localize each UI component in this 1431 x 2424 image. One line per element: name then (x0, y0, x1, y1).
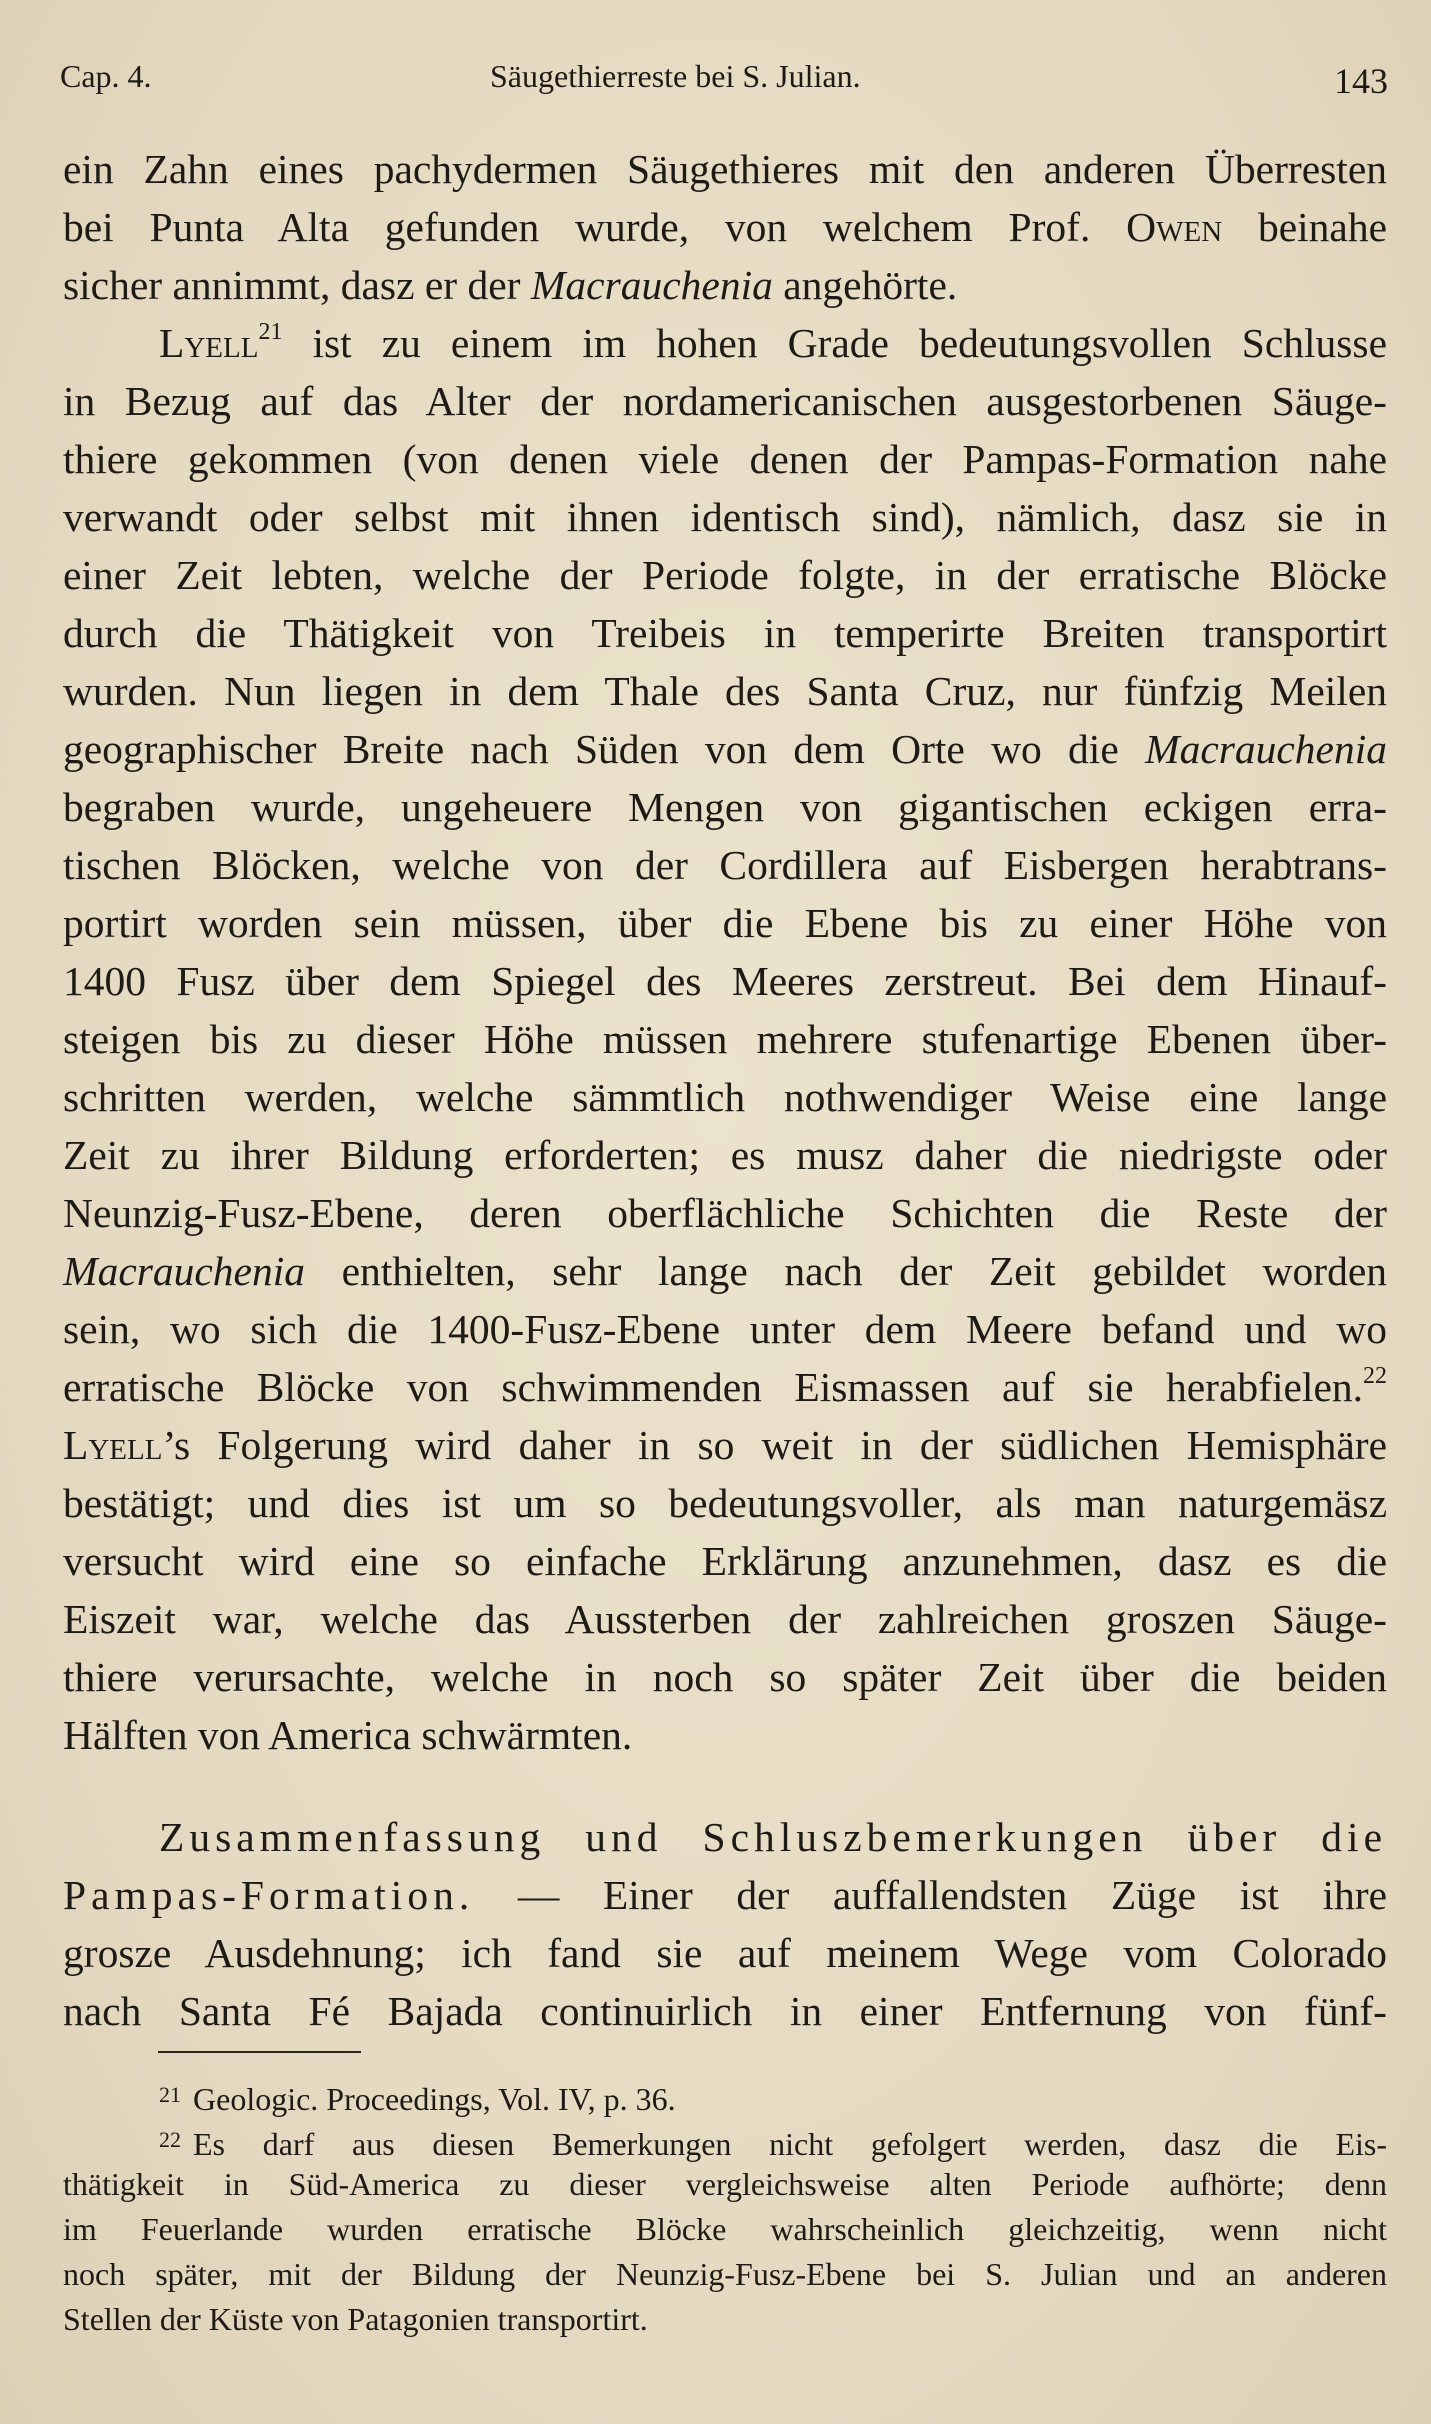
footnote-rule (158, 2051, 361, 2053)
text-line: tischen Blöcken, welche von der Cordillera auf Eisbergen herabtrans- (63, 842, 1387, 888)
footnote-ref: 22 (1363, 1363, 1387, 1389)
page-number: 143 (1334, 61, 1388, 101)
text-line: erratische Blöcke von schwimmenden Eismassen auf sie herabfielen.$^{22}$ (63, 1363, 1387, 1410)
body-text (63, 140, 1387, 2040)
running-title: Säugethierreste bei S. Julian. (490, 58, 861, 94)
footnotes (63, 2072, 1387, 2342)
text-line: sein, wo sich die 1400-Fusz-Ebene unter dem Meere befand und wo (63, 1306, 1387, 1352)
text-line: Hälften von America schwärmten. (63, 1712, 633, 1758)
text-line: versucht wird eine so einfache Erklärung anzunehmen, dasz es die (63, 1538, 1387, 1584)
footnote-21: $^{21}$ Geologic. Proceedings, Vol. IV, p. 36. (159, 2081, 676, 2117)
section-heading-cont: Pampas-Formation. (63, 1872, 475, 1918)
footnote-22: $^{22}$ Es darf aus diesen Bemerkungen nicht gefolgert werden, dasz die Eis- (159, 2126, 1387, 2162)
text-line: Macrauchenia enthielten, sehr lange nach der Zeit gebildet worden (63, 1248, 1388, 1294)
text-line: thiere gekommen (von denen viele denen der Pampas-Formation nahe (63, 436, 1387, 482)
footnote-number: 21 (159, 2082, 181, 2107)
text-line: in Bezug auf das Alter der nordamericanischen ausgestorbenen Säuge- (63, 378, 1387, 424)
footnote-number: 22 (159, 2127, 181, 2152)
text-line: Neunzig-Fusz-Ebene, deren oberflächliche Schichten die Reste der (63, 1190, 1387, 1236)
text-line: einer Zeit lebten, welche der Periode folgte, in der erratische Blöcke (63, 552, 1387, 598)
text-line: bei Punta Alta gefunden wurde, von welchem Prof. Owen beinahe (63, 204, 1387, 250)
text-line: Zeit zu ihrer Bildung erforderten; es musz daher die niedrigste oder (63, 1132, 1387, 1178)
text-line: sicher annimmt, dasz er der Macrauchenia angehörte. (63, 262, 958, 308)
text-line: Eiszeit war, welche das Aussterben der zahlreichen groszen Säuge- (63, 1596, 1387, 1642)
footnote-line: Stellen der Küste von Patagonien transportirt. (63, 2301, 648, 2337)
text-line: wurden. Nun liegen in dem Thale des Santa Cruz, nur fünfzig Meilen (63, 668, 1387, 714)
text-line: verwandt oder selbst mit ihnen identisch sind), nämlich, dasz sie in (63, 494, 1387, 540)
author-name: Lyell (159, 320, 259, 366)
text-line: grosze Ausdehnung; ich fand sie auf meinem Wege vom Colorado (63, 1930, 1387, 1976)
text-line: Lyell$^{21}$ ist zu einem im hohen Grade bedeutungsvollen Schlusse (159, 319, 1388, 366)
text-line: nach Santa Fé Bajada continuirlich in einer Entfernung von fünf- (63, 1988, 1387, 2034)
paragraph-gap (63, 1764, 1387, 1808)
footnote-line: thätigkeit in Süd-America zu dieser vergleichsweise alten Periode aufhörte; denn (63, 2166, 1387, 2202)
taxon-name: Macrauchenia (63, 1248, 306, 1294)
text-line: Lyell’s Folgerung wird daher in so weit in der südlichen Hemisphäre (63, 1422, 1387, 1468)
text-line: geographischer Breite nach Süden von dem Orte wo die Macrauchenia (63, 726, 1388, 772)
text-line: begraben wurde, ungeheuere Mengen von gigantischen eckigen erra- (63, 784, 1387, 830)
chapter-label: Cap. 4. (60, 58, 152, 94)
author-name: Owen (1126, 204, 1223, 250)
text-line: ein Zahn eines pachydermen Säugethieres mit den anderen Überresten (63, 146, 1387, 192)
text-line: portirt worden sein müssen, über die Ebene bis zu einer Höhe von (63, 900, 1387, 946)
text-line: Pampas-Formation. — Einer der auffallendsten Züge ist ihre (63, 1872, 1388, 1918)
text-line: schritten werden, welche sämmtlich nothwendiger Weise eine lange (63, 1074, 1387, 1120)
text-line: bestätigt; und dies ist um so bedeutungsvoller, als man naturgemäsz (63, 1480, 1387, 1526)
text-line: thiere verursachte, welche in noch so später Zeit über die beiden (63, 1654, 1387, 1700)
footnote-line: im Feuerlande wurden erratische Blöcke wahrscheinlich gleichzeitig, wenn nicht (63, 2211, 1387, 2247)
text-line: 1400 Fusz über dem Spiegel des Meeres zerstreut. Bei dem Hinauf- (63, 958, 1387, 1004)
taxon-name: Macrauchenia (530, 262, 773, 308)
section-heading: Zusammenfassung und Schluszbemerkungen über die (159, 1814, 1387, 1860)
text-line: steigen bis zu dieser Höhe müssen mehrere stufenartige Ebenen über- (63, 1016, 1387, 1062)
taxon-name: Macrauchenia (1145, 726, 1388, 772)
text-line: durch die Thätigkeit von Treibeis in temperirte Breiten transportirt (63, 610, 1387, 656)
footnote-line: noch später, mit der Bildung der Neunzig-Fusz-Ebene bei S. Julian und an anderen (63, 2256, 1387, 2292)
author-name: Lyell (63, 1422, 163, 1468)
footnote-ref: 21 (258, 319, 283, 345)
running-head (60, 52, 1388, 102)
